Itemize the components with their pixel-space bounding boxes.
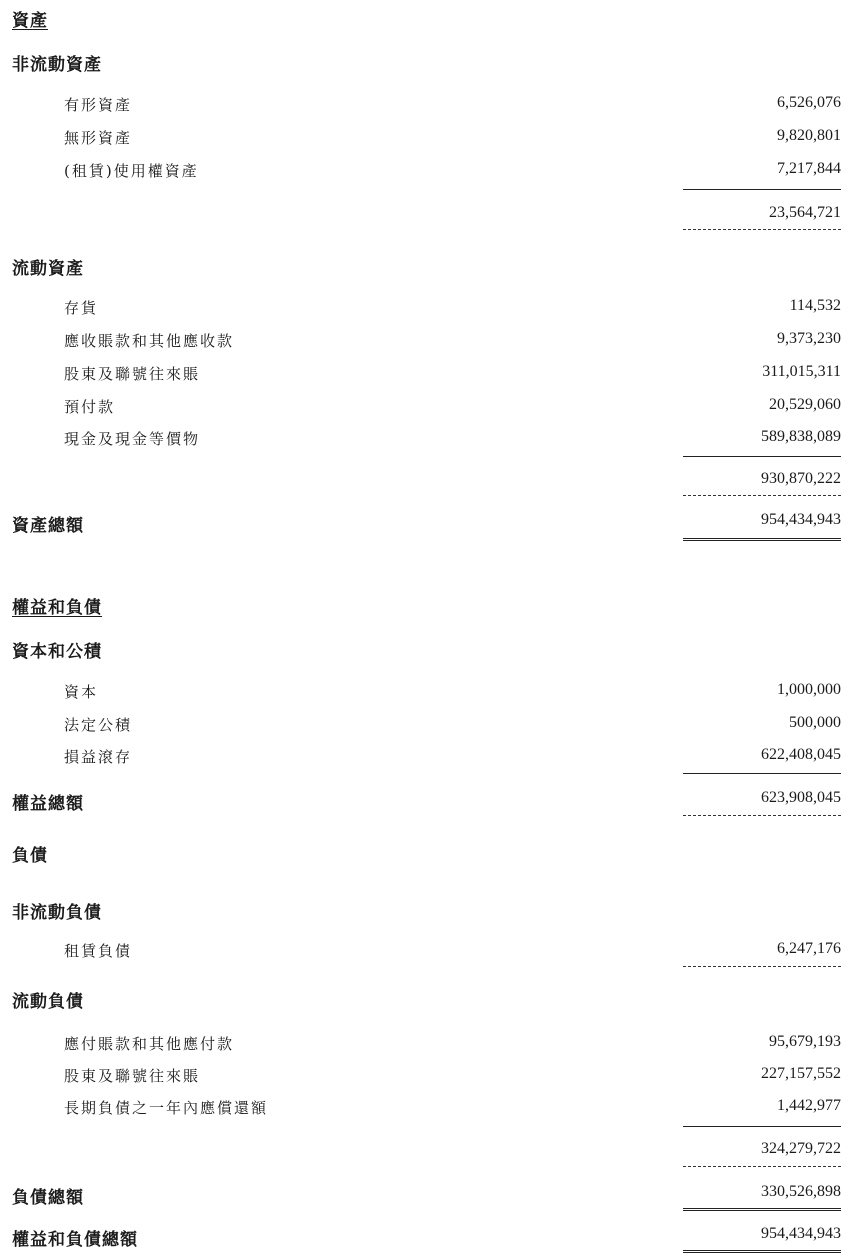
grand-total-label: 權益和負債總額 bbox=[12, 1230, 138, 1250]
subtotal-rule bbox=[683, 773, 841, 774]
line-item-label: (租賃)使用權資產 bbox=[64, 162, 199, 180]
subtotal-dashed-rule bbox=[683, 815, 841, 816]
non-current-liabilities-title: 非流動負債 bbox=[12, 903, 102, 923]
line-item-amount: 311,015,311 bbox=[762, 363, 841, 380]
line-item-label: 租賃負債 bbox=[64, 942, 133, 960]
line-item-label: 無形資產 bbox=[64, 129, 133, 147]
non-current-assets-title: 非流動資產 bbox=[12, 55, 102, 75]
line-item-amount: 7,217,844 bbox=[777, 160, 841, 177]
subtotal-rule bbox=[683, 456, 841, 457]
subtotal-amount: 930,870,222 bbox=[761, 470, 841, 487]
line-item-label: 現金及現金等價物 bbox=[64, 430, 201, 448]
line-item-label: 預付款 bbox=[64, 398, 116, 416]
line-item-amount: 1,000,000 bbox=[777, 681, 841, 698]
line-item-amount: 6,526,076 bbox=[777, 94, 841, 111]
line-item-label: 存貨 bbox=[64, 299, 99, 317]
line-item-label: 資本 bbox=[64, 683, 99, 701]
total-assets-amount: 954,434,943 bbox=[761, 511, 841, 528]
line-item-amount: 589,838,089 bbox=[761, 428, 841, 445]
line-item-amount: 6,247,176 bbox=[777, 940, 841, 957]
line-item-label: 股東及聯號往來賬 bbox=[64, 1067, 201, 1085]
line-item-amount: 20,529,060 bbox=[769, 396, 841, 413]
grand-total-double-rule bbox=[683, 1250, 841, 1253]
capital-reserves-title: 資本和公積 bbox=[12, 642, 102, 662]
line-item-label: 有形資產 bbox=[64, 96, 133, 114]
current-liabilities-title: 流動負債 bbox=[12, 992, 84, 1012]
line-item-amount: 9,373,230 bbox=[777, 330, 841, 347]
subtotal-dashed-rule bbox=[683, 966, 841, 967]
subtotal-dashed-rule bbox=[683, 1166, 841, 1167]
total-liabilities-amount: 330,526,898 bbox=[761, 1183, 841, 1200]
line-item-label: 長期負債之一年內應償還額 bbox=[64, 1099, 269, 1117]
subtotal-rule bbox=[683, 189, 841, 190]
subtotal-amount: 324,279,722 bbox=[761, 1140, 841, 1157]
assets-title: 資產 bbox=[12, 11, 48, 31]
line-item-amount: 500,000 bbox=[789, 714, 841, 731]
subtotal-rule bbox=[683, 1126, 841, 1127]
equity-liabilities-title: 權益和負債 bbox=[12, 598, 102, 618]
line-item-amount: 114,532 bbox=[789, 297, 841, 314]
line-item-amount: 227,157,552 bbox=[761, 1065, 841, 1082]
grand-total-amount: 954,434,943 bbox=[761, 1225, 841, 1242]
line-item-label: 應收賬款和其他應收款 bbox=[64, 332, 235, 350]
total-liabilities-label: 負債總額 bbox=[12, 1188, 84, 1208]
total-equity-label: 權益總額 bbox=[12, 794, 84, 814]
subtotal-dashed-rule bbox=[683, 229, 841, 230]
liabilities-title: 負債 bbox=[12, 846, 48, 866]
total-double-rule bbox=[683, 1208, 841, 1211]
current-assets-title: 流動資產 bbox=[12, 259, 84, 279]
line-item-label: 股東及聯號往來賬 bbox=[64, 365, 201, 383]
total-double-rule bbox=[683, 538, 841, 541]
line-item-label: 應付賬款和其他應付款 bbox=[64, 1035, 235, 1053]
line-item-amount: 1,442,977 bbox=[777, 1097, 841, 1114]
line-item-label: 法定公積 bbox=[64, 716, 133, 734]
line-item-amount: 622,408,045 bbox=[761, 746, 841, 763]
line-item-amount: 9,820,801 bbox=[777, 127, 841, 144]
line-item-label: 損益滾存 bbox=[64, 748, 133, 766]
total-equity-amount: 623,908,045 bbox=[761, 789, 841, 806]
subtotal-dashed-rule bbox=[683, 495, 841, 496]
subtotal-amount: 23,564,721 bbox=[769, 204, 841, 221]
total-assets-label: 資產總額 bbox=[12, 516, 84, 536]
line-item-amount: 95,679,193 bbox=[769, 1033, 841, 1050]
